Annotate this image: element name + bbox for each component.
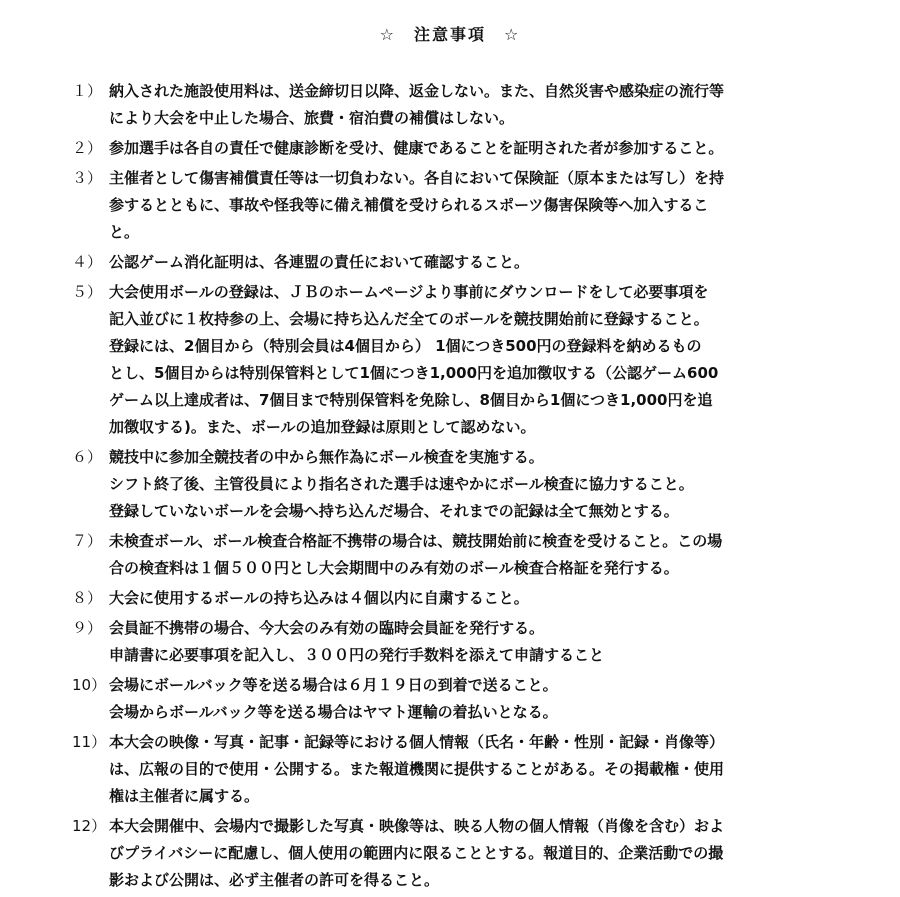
notice-item-text: は、広報の目的で使用・公開する。また報道機関に提供することがある。その掲載権・使用: [109, 760, 725, 778]
notice-item-number: ２）: [72, 139, 103, 157]
notice-item-number: ７）: [72, 532, 103, 550]
notice-item-text: 会場からボールバック等を送る場合はヤマト運輸の着払いとなる。: [109, 703, 558, 721]
notice-item: [0, 135, 849, 162]
notice-item-text: 登録には、2個目から（特別会員は4個目から） 1個につき500円の登録料を納めるもの: [109, 337, 702, 355]
notice-item-number: ９）: [72, 619, 103, 637]
notice-item-text: 権は主催者に属する。: [109, 787, 260, 805]
notice-item-number: １）: [72, 82, 103, 100]
notice-item-text: 申請書に必要事項を記入し、３００円の発行手数料を添えて申請すること: [109, 646, 605, 664]
notice-item-number: ３）: [72, 169, 103, 187]
notice-item-number: 12）: [72, 817, 107, 835]
notice-item: [0, 444, 849, 525]
notice-item-text: 本大会開催中、会場内で撮影した写真・映像等は、映る人物の個人情報（肖像を含む）およ: [109, 817, 725, 835]
notice-item-text: 加徴収する)。また、ボールの追加登録は原則として認めない。: [109, 418, 536, 436]
notice-item: [0, 78, 849, 132]
notice-list: [0, 78, 900, 897]
notice-item-text: 参加選手は各自の責任で健康診断を受け、健康であることを証明された者が参加すること。: [109, 139, 724, 157]
notice-item-text: 影および公開は、必ず主催者の許可を得ること。: [109, 871, 440, 889]
notice-item-text: 大会に使用するボールの持ち込みは４個以内に自粛すること。: [109, 589, 529, 607]
notice-item-number: ４）: [72, 253, 103, 271]
notice-item-text: 合の検査料は１個５００円とし大会期間中のみ有効のボール検査合格証を発行する。: [109, 559, 679, 577]
notice-item: [0, 672, 849, 726]
notice-item-text: 競技中に参加全競技者の中から無作為にボール検査を実施する。: [109, 448, 544, 466]
notice-item-text: 登録していないボールを会場へ持ち込んだ場合、それまでの記録は全て無効とする。: [109, 502, 679, 520]
notice-item-number: 10）: [72, 676, 107, 694]
notice-item-text: 会員証不携帯の場合、今大会のみ有効の臨時会員証を発行する。: [109, 619, 545, 637]
notice-item-text: びプライバシーに配慮し、個人使用の範囲内に限ることとする。報道目的、企業活動での撮: [109, 844, 724, 862]
notice-item-text: ゲーム以上達成者は、7個目まで特別保管料を免除し、8個目から1個につき1,000円を追: [109, 391, 713, 409]
notice-item-text: 会場にボールバック等を送る場合は６月１９日の到着で送ること。: [109, 676, 558, 694]
notice-item: [0, 813, 849, 894]
notice-item-text: 参するとともに、事故や怪我等に備え補償を受けられるスポーツ傷害保険等へ加入するこ: [109, 196, 709, 214]
notice-item: [0, 528, 849, 582]
notice-item: [0, 165, 849, 246]
notice-item-text: 本大会の映像・写真・記事・記録等における個人情報（氏名・年齢・性別・記録・肖像等）: [109, 733, 725, 751]
notice-item-text: 大会使用ボールの登録は、ＪＢのホームページより事前にダウンロードをして必要事項を: [109, 283, 709, 301]
notice-item-text: シフト終了後、主管役員により指名された選手は速やかにボール検査に協力すること。: [109, 475, 694, 493]
notice-item-number: ８）: [72, 589, 103, 607]
notice-item-text: 公認ゲーム消化証明は、各連盟の責任において確認すること。: [109, 253, 530, 271]
notice-item-number: ５）: [72, 283, 103, 301]
notice-item-text: とし、5個目からは特別保管料として1個につき1,000円を追加徴収する（公認ゲーム600: [109, 364, 719, 382]
page-title: ☆ 注意事項 ☆: [379, 25, 521, 44]
notice-item: [0, 249, 849, 276]
notice-item-text: 未検査ボール、ボール検査合格証不携帯の場合は、競技開始前に検査を受けること。この場: [109, 532, 723, 550]
notice-item-text: 納入された施設使用料は、送金締切日以降、返金しない。また、自然災害や感染症の流行等: [109, 82, 725, 100]
notice-item: [0, 585, 849, 612]
notice-item: [0, 615, 849, 669]
notice-item: [0, 729, 849, 810]
notice-item-text: と。: [109, 223, 140, 241]
notice-item-number: 11）: [72, 733, 107, 751]
notice-item-number: ６）: [72, 448, 103, 466]
notice-item-text: 記入並びに１枚持参の上、会場に持ち込んだ全てのボールを競技開始前に登録すること。: [109, 310, 709, 328]
notice-item-text: により大会を中止した場合、旅費・宿泊費の補償はしない。: [109, 109, 515, 127]
notice-item: [0, 279, 849, 441]
notice-item-text: 主催者として傷害補償責任等は一切負わない。各自において保険証（原本または写し）を持: [109, 169, 725, 187]
